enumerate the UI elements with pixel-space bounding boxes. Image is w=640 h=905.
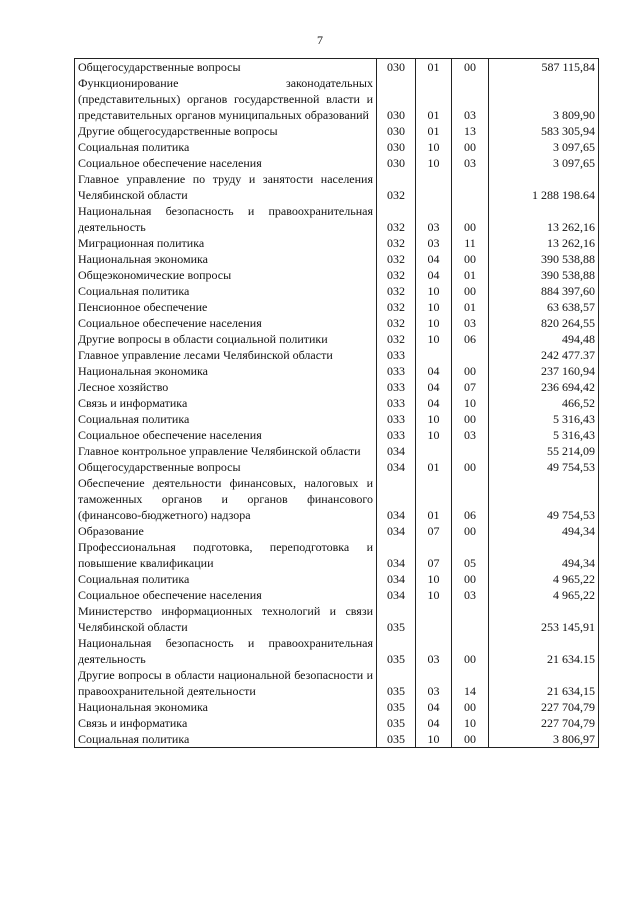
row-subsection-code: 13 — [452, 123, 489, 139]
table-row — [75, 395, 599, 411]
row-section-code: 10 — [416, 155, 452, 171]
row-subsection-code: 00 — [452, 635, 489, 667]
row-amount: 5 316,43 — [489, 427, 599, 443]
row-amount: 13 262,16 — [489, 235, 599, 251]
row-department-code: 035 — [377, 635, 416, 667]
row-amount: 227 704,79 — [489, 699, 599, 715]
row-section-code: 04 — [416, 251, 452, 267]
row-department-code: 032 — [377, 171, 416, 203]
row-subsection-code: 03 — [452, 587, 489, 603]
row-section-code: 04 — [416, 363, 452, 379]
row-amount: 3 806,97 — [489, 731, 599, 748]
row-name: Министерство информационных технологий и связи Челябинской области — [75, 603, 377, 635]
row-amount: 820 264,55 — [489, 315, 599, 331]
row-department-code: 034 — [377, 587, 416, 603]
table-row — [75, 171, 599, 203]
row-department-code: 030 — [377, 123, 416, 139]
row-department-code: 032 — [377, 283, 416, 299]
table-row — [75, 363, 599, 379]
table-row — [75, 635, 599, 667]
table-row — [75, 267, 599, 283]
row-department-code: 035 — [377, 667, 416, 699]
row-amount: 884 397,60 — [489, 283, 599, 299]
row-name: Профессиональная подготовка, переподготовка и повышение квалификации — [75, 539, 377, 571]
row-name: Другие вопросы в области социальной политики — [75, 331, 377, 347]
row-subsection-code: 05 — [452, 539, 489, 571]
row-section-code: 01 — [416, 59, 452, 76]
table-row — [75, 251, 599, 267]
row-section-code — [416, 171, 452, 203]
row-amount: 390 538,88 — [489, 267, 599, 283]
row-amount: 390 538,88 — [489, 251, 599, 267]
row-section-code: 04 — [416, 267, 452, 283]
row-name: Социальная политика — [75, 731, 377, 748]
row-name: Социальное обеспечение населения — [75, 155, 377, 171]
row-subsection-code: 03 — [452, 155, 489, 171]
row-name: Другие вопросы в области национальной безопасности и правоохранительной деятельности — [75, 667, 377, 699]
row-department-code: 034 — [377, 443, 416, 459]
row-section-code: 01 — [416, 75, 452, 123]
table-row — [75, 347, 599, 363]
table-row — [75, 603, 599, 635]
row-name: Главное контрольное управление Челябинской области — [75, 443, 377, 459]
table-row — [75, 75, 599, 123]
row-subsection-code: 00 — [452, 203, 489, 235]
row-name: Национальная экономика — [75, 251, 377, 267]
row-subsection-code: 00 — [452, 59, 489, 76]
row-subsection-code: 00 — [452, 283, 489, 299]
row-amount: 253 145,91 — [489, 603, 599, 635]
table-row — [75, 667, 599, 699]
budget-table-body — [75, 59, 599, 748]
row-amount: 21 634.15 — [489, 635, 599, 667]
row-subsection-code: 11 — [452, 235, 489, 251]
row-section-code: 10 — [416, 331, 452, 347]
row-name: Связь и информатика — [75, 715, 377, 731]
row-department-code: 034 — [377, 523, 416, 539]
row-section-code: 04 — [416, 699, 452, 715]
row-name: Лесное хозяйство — [75, 379, 377, 395]
row-amount: 49 754,53 — [489, 459, 599, 475]
row-department-code: 035 — [377, 715, 416, 731]
row-subsection-code: 01 — [452, 267, 489, 283]
row-subsection-code: 01 — [452, 299, 489, 315]
row-subsection-code: 00 — [452, 523, 489, 539]
row-name: Образование — [75, 523, 377, 539]
row-section-code: 10 — [416, 571, 452, 587]
row-subsection-code: 00 — [452, 699, 489, 715]
row-name: Социальное обеспечение населения — [75, 587, 377, 603]
row-subsection-code: 00 — [452, 459, 489, 475]
row-department-code: 034 — [377, 475, 416, 523]
row-subsection-code — [452, 443, 489, 459]
row-department-code: 033 — [377, 379, 416, 395]
row-subsection-code: 03 — [452, 75, 489, 123]
row-amount: 4 965,22 — [489, 587, 599, 603]
row-name: Социальная политика — [75, 283, 377, 299]
table-row — [75, 155, 599, 171]
row-section-code — [416, 347, 452, 363]
row-amount: 242 477.37 — [489, 347, 599, 363]
row-department-code: 030 — [377, 155, 416, 171]
table-row — [75, 283, 599, 299]
row-department-code: 032 — [377, 299, 416, 315]
table-row — [75, 139, 599, 155]
table-row — [75, 475, 599, 523]
table-row — [75, 331, 599, 347]
row-subsection-code: 06 — [452, 331, 489, 347]
row-department-code: 030 — [377, 139, 416, 155]
row-section-code: 04 — [416, 715, 452, 731]
row-amount: 3 097,65 — [489, 139, 599, 155]
row-subsection-code: 00 — [452, 571, 489, 587]
table-row — [75, 459, 599, 475]
row-section-code: 01 — [416, 459, 452, 475]
row-name: Функционирование законодательных (представительных) органов государственной власти и представительных органов муниципальных образований — [75, 75, 377, 123]
row-amount: 63 638,57 — [489, 299, 599, 315]
row-name: Национальная экономика — [75, 699, 377, 715]
row-department-code: 033 — [377, 411, 416, 427]
row-amount: 3 809,90 — [489, 75, 599, 123]
row-subsection-code: 06 — [452, 475, 489, 523]
row-name: Главное управление по труду и занятости населения Челябинской области — [75, 171, 377, 203]
row-subsection-code — [452, 171, 489, 203]
table-row — [75, 699, 599, 715]
row-name: Общеэкономические вопросы — [75, 267, 377, 283]
row-section-code — [416, 603, 452, 635]
row-section-code: 10 — [416, 411, 452, 427]
table-row — [75, 59, 599, 76]
row-section-code: 07 — [416, 523, 452, 539]
row-name: Другие общегосударственные вопросы — [75, 123, 377, 139]
row-amount: 494,34 — [489, 539, 599, 571]
row-name: Миграционная политика — [75, 235, 377, 251]
row-department-code: 035 — [377, 699, 416, 715]
row-section-code: 03 — [416, 203, 452, 235]
row-subsection-code — [452, 603, 489, 635]
table-row — [75, 379, 599, 395]
row-section-code: 10 — [416, 587, 452, 603]
row-department-code: 032 — [377, 331, 416, 347]
row-amount: 494,34 — [489, 523, 599, 539]
table-row — [75, 123, 599, 139]
row-name: Социальная политика — [75, 411, 377, 427]
row-section-code: 10 — [416, 283, 452, 299]
row-section-code: 04 — [416, 379, 452, 395]
row-department-code: 030 — [377, 59, 416, 76]
row-department-code: 033 — [377, 395, 416, 411]
row-amount: 237 160,94 — [489, 363, 599, 379]
row-subsection-code: 03 — [452, 315, 489, 331]
table-row — [75, 539, 599, 571]
row-subsection-code: 14 — [452, 667, 489, 699]
row-subsection-code: 00 — [452, 731, 489, 748]
row-subsection-code: 07 — [452, 379, 489, 395]
row-subsection-code: 10 — [452, 395, 489, 411]
row-amount: 21 634,15 — [489, 667, 599, 699]
row-department-code: 030 — [377, 75, 416, 123]
row-department-code: 034 — [377, 571, 416, 587]
table-row — [75, 571, 599, 587]
row-department-code: 032 — [377, 203, 416, 235]
row-amount: 583 305,94 — [489, 123, 599, 139]
table-row — [75, 587, 599, 603]
row-department-code: 035 — [377, 603, 416, 635]
row-section-code: 10 — [416, 299, 452, 315]
row-section-code: 03 — [416, 235, 452, 251]
row-section-code: 01 — [416, 475, 452, 523]
row-department-code: 032 — [377, 267, 416, 283]
row-section-code: 03 — [416, 635, 452, 667]
table-row — [75, 315, 599, 331]
table-row — [75, 235, 599, 251]
row-subsection-code: 03 — [452, 427, 489, 443]
row-department-code: 035 — [377, 731, 416, 748]
row-amount: 3 097,65 — [489, 155, 599, 171]
row-name: Социальная политика — [75, 139, 377, 155]
table-row — [75, 715, 599, 731]
row-amount: 1 288 198.64 — [489, 171, 599, 203]
row-department-code: 032 — [377, 235, 416, 251]
row-name: Национальная безопасность и правоохранительная деятельность — [75, 635, 377, 667]
row-section-code: 10 — [416, 427, 452, 443]
table-row — [75, 203, 599, 235]
row-amount: 5 316,43 — [489, 411, 599, 427]
row-amount: 587 115,84 — [489, 59, 599, 76]
row-department-code: 033 — [377, 427, 416, 443]
row-amount: 494,48 — [489, 331, 599, 347]
row-subsection-code: 00 — [452, 139, 489, 155]
row-section-code — [416, 443, 452, 459]
row-name: Общегосударственные вопросы — [75, 59, 377, 76]
row-name: Связь и информатика — [75, 395, 377, 411]
row-section-code: 10 — [416, 315, 452, 331]
row-section-code: 07 — [416, 539, 452, 571]
row-department-code: 032 — [377, 315, 416, 331]
row-amount: 13 262,16 — [489, 203, 599, 235]
row-name: Национальная экономика — [75, 363, 377, 379]
row-name: Пенсионное обеспечение — [75, 299, 377, 315]
table-row — [75, 411, 599, 427]
row-subsection-code: 10 — [452, 715, 489, 731]
table-row — [75, 523, 599, 539]
row-name: Главное управление лесами Челябинской области — [75, 347, 377, 363]
table-row — [75, 299, 599, 315]
row-section-code: 01 — [416, 123, 452, 139]
row-name: Обеспечение деятельности финансовых, налоговых и таможенных органов и органов финансового (финансово-бюджетного) надзора — [75, 475, 377, 523]
row-amount: 227 704,79 — [489, 715, 599, 731]
row-name: Социальное обеспечение населения — [75, 315, 377, 331]
row-name: Социальное обеспечение населения — [75, 427, 377, 443]
row-name: Национальная безопасность и правоохранительная деятельность — [75, 203, 377, 235]
row-section-code: 04 — [416, 395, 452, 411]
row-section-code: 10 — [416, 139, 452, 155]
row-department-code: 034 — [377, 539, 416, 571]
row-amount: 55 214,09 — [489, 443, 599, 459]
row-section-code: 10 — [416, 731, 452, 748]
page-number: 7 — [317, 33, 323, 47]
row-amount: 4 965,22 — [489, 571, 599, 587]
row-amount: 466,52 — [489, 395, 599, 411]
row-section-code: 03 — [416, 667, 452, 699]
row-name: Социальная политика — [75, 571, 377, 587]
row-amount: 49 754,53 — [489, 475, 599, 523]
table-row — [75, 427, 599, 443]
table-row — [75, 443, 599, 459]
row-department-code: 032 — [377, 251, 416, 267]
row-subsection-code: 00 — [452, 363, 489, 379]
budget-table — [74, 58, 599, 748]
row-amount: 236 694,42 — [489, 379, 599, 395]
row-department-code: 034 — [377, 459, 416, 475]
row-subsection-code — [452, 347, 489, 363]
row-subsection-code: 00 — [452, 411, 489, 427]
table-row — [75, 731, 599, 748]
row-department-code: 033 — [377, 347, 416, 363]
row-subsection-code: 00 — [452, 251, 489, 267]
row-department-code: 033 — [377, 363, 416, 379]
row-name: Общегосударственные вопросы — [75, 459, 377, 475]
